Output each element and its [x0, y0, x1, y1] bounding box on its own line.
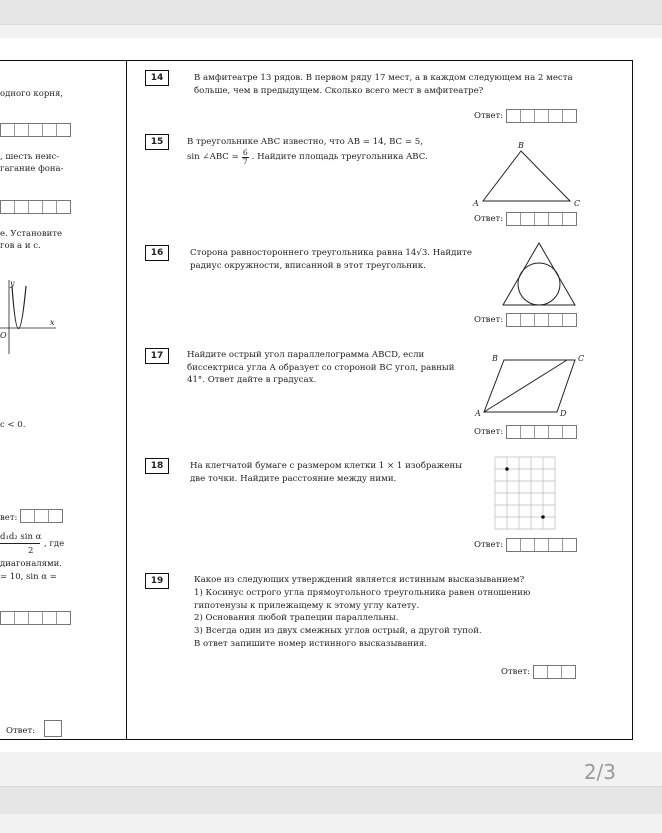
- top-toolbar: [0, 0, 662, 25]
- left-col-bottom-line: [0, 739, 126, 740]
- triangle-shape: [483, 151, 570, 201]
- answer-boxes[interactable]: [533, 665, 576, 679]
- question-text: [194, 574, 584, 651]
- question-text: В амфитеатре 13 рядов. В первом ряду 17 мест, а в каждом следующем на 2 места больше, чем в предыдущем. Сколько всего мест в амфитеатре?: [194, 73, 573, 96]
- question-text: Сторона равностороннего треугольника равна 14√3. Найдите радиус окружности, вписанной в этот треугольник.: [190, 248, 472, 271]
- frame-left-line: [126, 60, 127, 740]
- left-answer-boxes[interactable]: [0, 123, 71, 137]
- question-line: 2) Основания любой трапеции параллельны.: [194, 613, 399, 624]
- frame-right-line: [632, 60, 633, 740]
- answer-label: Ответ:: [501, 667, 531, 677]
- left-answer-boxes[interactable]: [20, 509, 63, 523]
- left-fragment: d₁d₂ sin α: [0, 532, 42, 542]
- page-indicator: 2/3: [583, 760, 616, 784]
- answer-label: Ответ:: [474, 214, 504, 224]
- answer-label: Ответ:: [474, 111, 504, 121]
- question-line: 3) Всегда один из двух смежных углов острый, а другой тупой.: [194, 626, 482, 637]
- answer-label: Ответ:: [474, 315, 504, 325]
- y-label: y: [10, 279, 15, 288]
- frame-top-line: [126, 60, 632, 61]
- equilateral-triangle: [503, 243, 575, 305]
- question-line: В треугольнике ABC известно, что AB = 14, BC = 5,: [187, 137, 424, 147]
- left-answer-boxes[interactable]: [0, 200, 71, 214]
- origin-label: O: [0, 331, 7, 340]
- left-answer-label: Ответ:: [6, 726, 36, 736]
- question-number: 15: [145, 134, 169, 150]
- question-text: [187, 136, 477, 166]
- answer-area: [474, 538, 577, 552]
- left-fragment: гагание фона-: [0, 164, 64, 174]
- frame-bottom-line: [126, 739, 632, 740]
- vertex-label: D: [560, 409, 567, 418]
- question-text: На клетчатой бумаге с размером клетки 1 × 1 изображены две точки. Найдите расстояние между ними.: [190, 461, 463, 484]
- left-fragment: , шесть неис-: [0, 152, 60, 162]
- bisector-line: [484, 360, 567, 412]
- answer-label: Ответ:: [474, 427, 504, 437]
- grid-point: [541, 515, 545, 519]
- answer-boxes[interactable]: [506, 212, 577, 226]
- triangle-figure: [470, 138, 585, 210]
- question-text: Найдите острый угол параллелограмма ABCD, если биссектриса угла A образует со стороной BC угол, равный 41°. Ответ дайте в градусах.: [187, 350, 455, 385]
- fraction-denominator: 7: [242, 156, 248, 166]
- question-line: [187, 149, 477, 166]
- parabola-graph: [0, 276, 60, 356]
- left-col-top-line: [0, 60, 126, 61]
- vertex-label: A: [473, 199, 479, 208]
- question-number: 18: [145, 458, 169, 474]
- answer-boxes[interactable]: [506, 313, 577, 327]
- inscribed-circle: [518, 263, 560, 305]
- question-number: 16: [145, 245, 169, 261]
- answer-area: [474, 109, 577, 123]
- grid-point: [505, 467, 509, 471]
- answer-boxes[interactable]: [506, 538, 577, 552]
- left-fragment: 2: [28, 546, 34, 556]
- fraction-numerator: 6: [242, 147, 248, 157]
- x-label: x: [50, 318, 55, 327]
- left-answer-boxes[interactable]: [0, 611, 71, 625]
- answer-area: [501, 665, 576, 679]
- left-fragment: диагоналями.: [0, 559, 63, 569]
- parabola-curve: [12, 286, 26, 329]
- triangle-incircle-figure: [500, 240, 580, 310]
- question-number: 14: [145, 70, 169, 86]
- left-fragment: вет:: [0, 513, 18, 523]
- question-line: В ответ запишите номер истинного высказывания.: [194, 638, 427, 649]
- fraction: [242, 149, 249, 166]
- question-number: 19: [145, 573, 169, 589]
- question-line: 1) Косинус острого угла прямоугольного треугольника равен отношению гипотенузы к прилежащему к этому углу катету.: [194, 587, 531, 611]
- bottom-toolbar: [0, 786, 662, 814]
- vertex-label: C: [574, 199, 581, 208]
- answer-boxes[interactable]: [506, 109, 577, 123]
- left-fragment: c < 0.: [0, 420, 26, 430]
- answer-boxes[interactable]: [506, 425, 577, 439]
- question-number: 17: [145, 348, 169, 364]
- fraction-bar: [0, 543, 40, 544]
- left-answer-box[interactable]: [44, 720, 62, 737]
- left-fragment: , где: [44, 539, 65, 549]
- answer-area: [474, 212, 577, 226]
- grid-figure: [494, 456, 556, 530]
- vertex-label: C: [578, 354, 585, 363]
- question-line-part: . Найдите площадь треугольника ABC.: [251, 151, 428, 162]
- left-fragment: е. Установите: [0, 229, 63, 239]
- answer-label: Ответ:: [474, 540, 504, 550]
- question-line-part: sin ∠ABC =: [187, 151, 239, 162]
- vertex-label: A: [475, 409, 481, 418]
- answer-area: [474, 425, 577, 439]
- question-line: Какое из следующих утверждений является истинным высказыванием?: [194, 575, 525, 585]
- left-fragment: = 10, sin α =: [0, 572, 57, 582]
- vertex-label: B: [492, 354, 498, 363]
- parallelogram-figure: [472, 352, 587, 422]
- left-fragment: гов a и c.: [0, 241, 41, 251]
- left-fragment: одного корня,: [0, 89, 64, 99]
- vertex-label: B: [518, 141, 524, 150]
- parallelogram-shape: [484, 360, 575, 412]
- answer-area: [474, 313, 577, 327]
